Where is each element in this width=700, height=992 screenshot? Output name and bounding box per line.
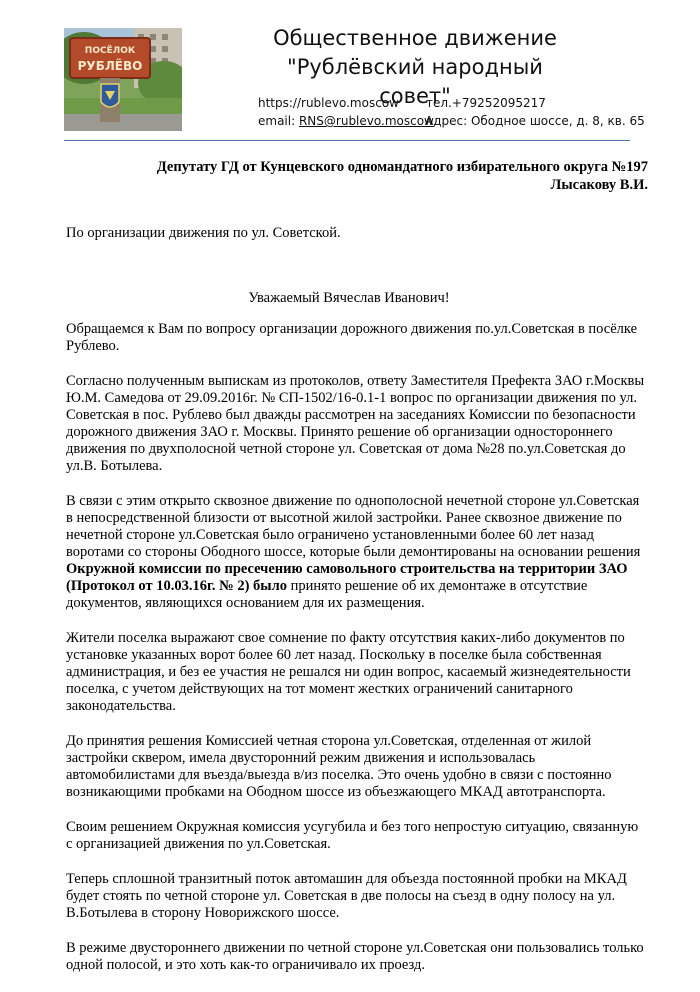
header-photo-settlement-sign — [64, 28, 182, 131]
addressee-line2: Лысакову В.И. — [550, 177, 648, 193]
paragraph-3-bold: Окружной комиссии по пресечению самовольного строительства на территории ЗАО (Протокол от 10.03.16г. № 2) было — [66, 561, 628, 594]
letter-subject: По организации движения по ул. Советской. — [66, 225, 341, 241]
paragraph-6: Своим решением Окружная комиссия усугубила и без того непростую ситуацию, связанную с организацией движения по ул.Советская. — [66, 819, 639, 852]
email-label: email: — [258, 114, 296, 128]
letter-greeting: Уважаемый Вячеслав Иванович! — [248, 290, 450, 306]
sign-text-line2: РУБЛЁВО — [77, 59, 143, 73]
paragraph-1: Обращаемся к Вам по вопросу организации дорожного движения по.ул.Советская в посёлке Рублево. — [66, 321, 638, 354]
sign-text-line1: ПОСЁЛОК — [84, 46, 136, 56]
phone-number: тел.+79252095217 — [426, 96, 546, 110]
settlement-sign-illustration — [64, 28, 182, 131]
paragraph-2: Согласно полученным выпискам из протоколов, ответу Заместителя Префекта ЗАО г.Москвы Ю.М. Самедова от 29.09.2016г. № СП-1502/16-0.1-1 вопрос по организации движения по ул. Советская в пос. Рублево был дважды рассмотрен на заседаниях Комиссии по безопасности дорожного движения ЗАО г. Москвы. Принято решение об организации одностороннего движения по двухполосной четной стороне ул. Советская от дома №28 по.ул.Советская до ул.В. Ботылева. — [66, 373, 645, 474]
paragraph-4: Жители поселка выражают свое сомнение по факту отсутствия каких-либо документов по установке указанных ворот более 60 лет назад. Поскольку в поселке была собственная администрация, и без ее участия не решался ни один вопрос, касаемый жизнедеятельности поселка, с учетом действующих на тот момент жестких ограничений санитарного законодательства. — [66, 630, 631, 714]
paragraph-3-text-b: принято решение об их демонтаже в отсутствие документов, являющихся основанием для их размещения. — [66, 578, 588, 611]
organization-title-line2: "Рублёвский народный совет" — [287, 55, 543, 108]
addressee-block — [88, 158, 648, 194]
paragraph-3-text-a: В связи с этим открыто сквозное движение по однополосной нечетной стороне ул.Советская в непосредственной близости от высотной жилой застройки. Ранее сквозное движение по нечетной стороне ул.Советская было ограничено установленными более 60 лет назад воротами со стороны Ободного шоссе, которые были демонтированы на основании решения — [66, 493, 641, 560]
address: Адрес: Ободное шоссе, д. 8, кв. 65 — [425, 114, 645, 128]
paragraph-5: До принятия решения Комиссией четная сторона ул.Советская, отделенная от жилой застройки сквером, имела двусторонний режим движения и использовалась автомобилистами для въезда/выезда в/из поселка. Это очень удобно в связи с постоянно возникающими пробками на Ободном шоссе из объезжающего МКАД автотранспорта. — [66, 733, 612, 800]
email-link[interactable]: RNS@rublevo.moscow — [298, 114, 434, 128]
header-divider — [64, 140, 630, 141]
website-link[interactable]: https://rublevo.moscow — [258, 96, 399, 110]
paragraph-8: В режиме двустороннего движении по четной стороне ул.Советская они пользовались только одной полосой, и это хоть как-то ограничивало их проезд. — [66, 940, 644, 973]
paragraph-7: Теперь сплошной транзитный поток автомашин для объезда постоянной пробки на МКАД будет стоять по четной стороне ул. Советская в две полосы на съезд в одну полосу на ул. В.Ботылева в сторону Новорижского шоссе. — [66, 871, 627, 921]
email-line — [258, 114, 434, 128]
paragraph-3 — [66, 493, 646, 612]
letter-body — [66, 321, 646, 992]
organization-title-line1: Общественное движение — [273, 26, 557, 50]
addressee-line1: Депутату ГД от Кунцевского одномандатного избирательного округа №197 — [156, 159, 648, 175]
